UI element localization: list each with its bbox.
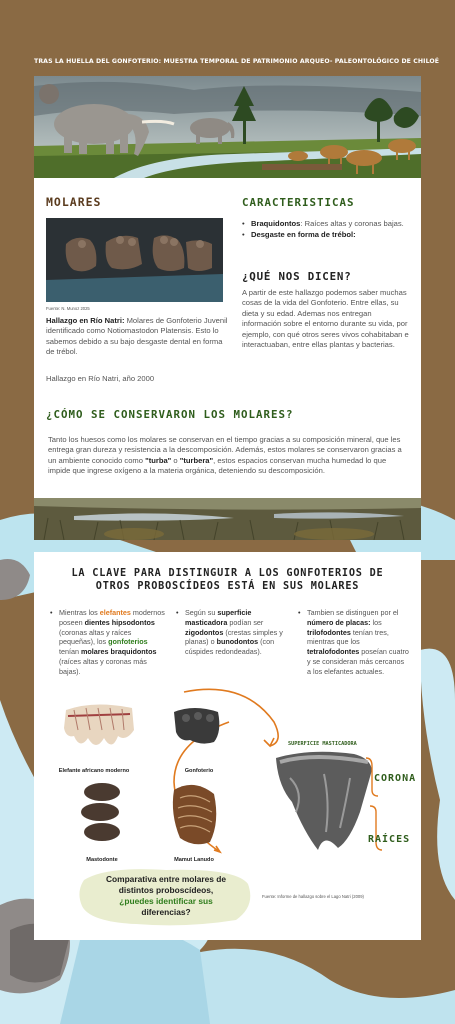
elefante-label: Elefante africano moderno	[58, 768, 130, 774]
landscape-illustration	[34, 76, 421, 178]
que-nos-dicen-text: A partir de este hallazgo podemos saber muchas cosas de la vida del Gonfoterio. Entre ellas, su dieta y su edad. Ademas nos entregan información sobre el entorno durante su vida, por ejemplo, con qué otros seres vivos cohabitaban e interactuaban, entre ellas plantas y bacterias.	[242, 288, 409, 350]
caracteristicas-heading: CARACTERISTICAS	[242, 196, 355, 209]
banner-illustration	[34, 76, 421, 178]
column-placas: • Tambien se distinguen por el número de placas: los trilofodontes tenían tres, mientras que los tetralofodontes poseían cuatro y se consideran más cercanos a los elefantes actuales.	[298, 608, 410, 677]
molar-anatomy-image	[276, 752, 372, 850]
clave-heading: LA CLAVE PARA DISTINGUIR A LOS GONFOTERIOS DE OTROS PROBOSCÍDEOS ESTÁ EN SUS MOLARES	[71, 568, 384, 592]
photo-caption: Fuente: N. Munoz 2025	[46, 306, 90, 311]
mamut-molar-image	[173, 785, 216, 844]
gonfoterio-label: Gonfoterio	[184, 768, 214, 774]
hallazgo-label: Hallazgo en Río Natri:	[46, 316, 125, 325]
molares-panel	[34, 178, 421, 540]
corona-label: CORONA	[374, 773, 417, 784]
column-elefantes: • Mientras los elefantes modernos poseen dientes hipsodontos (coronas altas y raíces pequeñas), los gonfoterios tenían molares braquidontos (raíces altas y coronas más bajas).	[50, 608, 166, 677]
turba-term: "turba"	[145, 455, 172, 465]
wetland-photo	[34, 498, 421, 540]
column-superficie: • Según su superficie masticadora podían ser zigodontos (crestas simples y planas) o bunodontos (con cúspides redondeadas).	[176, 608, 286, 657]
caracteristica-item: • Braquidontos: Raíces altas y coronas bajas.	[242, 219, 412, 229]
turbera-term: "turbera"	[179, 455, 214, 465]
hallazgo-description: Molares de Gonfoterio Juvenil identificado como Notiomastodon Platensis. Esto lo sabemos debido a su bajo desgaste dental en forma de trébol.	[46, 316, 228, 357]
hallazgo-year: Hallazgo en Río Natri, año 2000	[46, 374, 155, 383]
gonfoterio-molar-image	[174, 708, 219, 744]
raices-label: RAÍCES	[368, 834, 411, 845]
peatland-image	[34, 498, 421, 540]
conservacion-heading: ¿CÓMO SE CONSERVARON LOS MOLARES?	[46, 408, 294, 421]
molares-photo	[46, 218, 223, 302]
que-nos-dicen-heading: ¿QUÉ NOS DICEN?	[242, 270, 352, 283]
page-title: TRAS LA HUELLA DEL GONFOTERIO: MUESTRA TEMPORAL DE PATRIMONIO ARQUEO- PALEONTOLÓGICO DE CHILOÉ	[34, 58, 440, 65]
source-caption: Fuente: Informe de hallazgo sobre el Lago Natri (2009)	[262, 894, 364, 899]
molares-heading: MOLARES	[46, 195, 102, 209]
hallazgo-text	[46, 316, 231, 358]
molar-fossils-image	[46, 218, 223, 302]
mastodonte-molar-image	[81, 783, 120, 841]
caracteristica-item: • Desgaste en forma de trébol:	[242, 230, 412, 240]
superficie-label: SUPERFICIE MASTICADORA	[288, 741, 357, 747]
mamut-label: Mamut Lanudo	[174, 857, 214, 863]
comparativa-caption: Comparativa entre molares de distintos proboscídeos, ¿puedes identificar sus diferencias?	[105, 874, 227, 917]
mastodonte-label: Mastodonte	[86, 857, 118, 863]
clave-panel	[34, 552, 421, 940]
conservacion-text: Tanto los huesos como los molares se conservan en el tiempo gracias a su composición mineral, que les entrega gran dureza y resistencia a la descomposición. Además, estos molares se conservaron gracias a un ambiente conocido como "turba" o "turbera", estos espacios conservan mucha humedad lo que impide que ingrese oxígeno a la materia orgánica, deteniendo su descomposición.	[48, 435, 402, 476]
elefante-molar-image	[64, 704, 134, 745]
caracteristicas-list	[242, 219, 412, 241]
